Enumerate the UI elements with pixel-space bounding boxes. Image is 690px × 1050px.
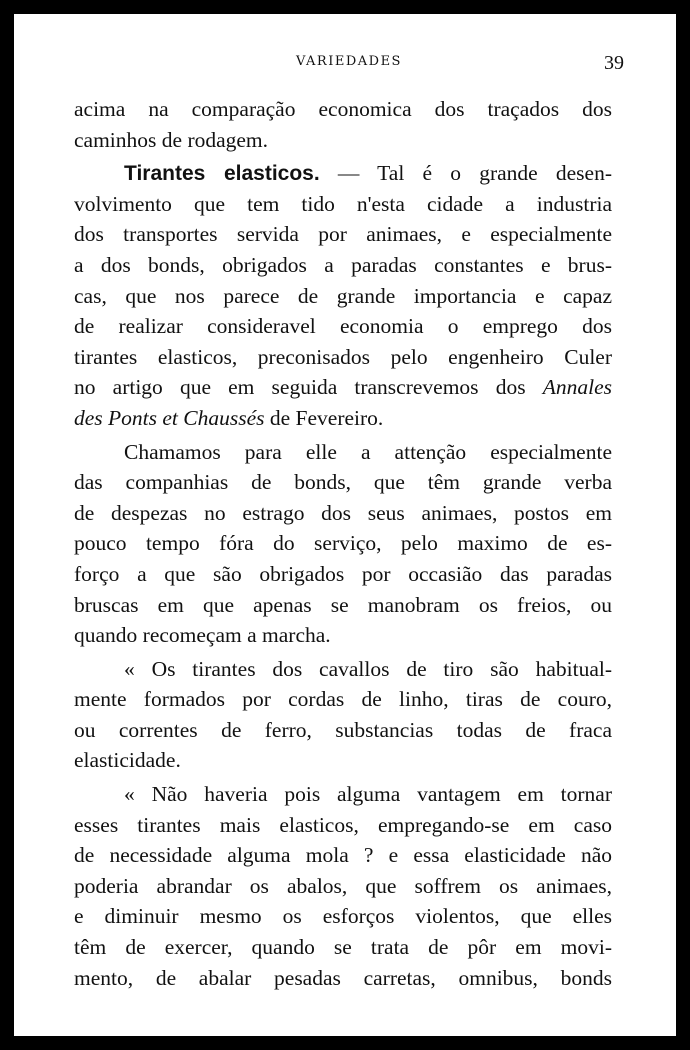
line-text: e diminuir mesmo os esforços violentos, que elles xyxy=(74,904,612,929)
text-line xyxy=(74,528,612,559)
line-text: forço a que são obrigados por occasião das paradas xyxy=(74,561,612,586)
running-title: VARIEDADES xyxy=(296,54,402,69)
line-text: das companhias de bonds, que têm grande verba xyxy=(74,470,612,495)
line-text: elasticidade. xyxy=(74,748,181,773)
text-line xyxy=(74,372,612,403)
line-text: esses tirantes mais elasticos, empregando-se em caso xyxy=(74,812,612,837)
text-line xyxy=(74,467,612,498)
text-line xyxy=(74,437,612,468)
italic-title: Annales xyxy=(542,375,612,400)
line-text: cas, que nos parece de grande importancia e capaz xyxy=(74,283,612,308)
text-line xyxy=(74,745,612,776)
text-line xyxy=(74,684,612,715)
line-text: caminhos de rodagem. xyxy=(74,127,269,152)
line-text: — Tal é o grande desen- xyxy=(319,161,612,186)
italic-title: des Ponts et Chaussés xyxy=(74,405,265,430)
text-line xyxy=(74,779,612,810)
line-text: Chamamos para elle a attenção especialmente xyxy=(124,439,612,464)
text-line xyxy=(74,559,612,590)
body-text xyxy=(74,94,612,993)
text-line xyxy=(74,342,612,373)
line-text: de despezas no estrago dos seus animaes, postos em xyxy=(74,500,612,525)
text-line xyxy=(74,311,612,342)
text-line xyxy=(74,590,612,621)
line-text: mente formados por cordas de linho, tiras de couro, xyxy=(74,687,612,712)
page-number: 39 xyxy=(604,52,624,74)
text-line xyxy=(74,654,612,685)
line-text: « Os tirantes dos cavallos de tiro são habitual- xyxy=(124,656,612,681)
line-text: acima na comparação economica dos traçados dos xyxy=(74,97,612,121)
line-text: tirantes elasticos, preconisados pelo engenheiro Culer xyxy=(74,344,612,369)
text-line xyxy=(74,281,612,312)
text-line xyxy=(74,158,612,189)
text-line xyxy=(74,963,612,994)
text-line xyxy=(74,498,612,529)
line-text: têm de exercer, quando se trata de pôr em movi- xyxy=(74,935,612,960)
section-heading: Tirantes elasticos. xyxy=(124,162,320,186)
line-text: mento, de abalar pesadas carretas, omnibus, bonds xyxy=(74,965,612,990)
text-line xyxy=(74,932,612,963)
text-line xyxy=(74,840,612,871)
text-line xyxy=(74,901,612,932)
line-text: de necessidade alguma mola ? e essa elasticidade não xyxy=(74,843,612,868)
line-text: quando recomeçam a marcha. xyxy=(74,623,331,648)
line-text: volvimento que tem tido n'esta cidade a industria xyxy=(74,191,612,216)
line-text: ou correntes de ferro, substancias todas de fraca xyxy=(74,717,612,742)
text-line xyxy=(74,189,612,220)
line-text: a dos bonds, obrigados a paradas constantes e brus- xyxy=(74,252,612,277)
line-text: no artigo que em seguida transcrevemos dos xyxy=(74,375,543,400)
text-line xyxy=(74,620,612,651)
line-text: « Não haveria pois alguma vantagem em tornar xyxy=(124,782,612,807)
text-line xyxy=(74,219,612,250)
text-line xyxy=(74,94,612,125)
line-text: pouco tempo fóra do serviço, pelo maximo de es- xyxy=(74,531,612,556)
line-text: bruscas em que apenas se manobram os freios, ou xyxy=(74,592,612,617)
text-line xyxy=(74,403,612,434)
text-line xyxy=(74,810,612,841)
text-line xyxy=(74,125,612,156)
text-line xyxy=(74,715,612,746)
line-text: poderia abrandar os abalos, que soffrem os animaes, xyxy=(74,873,612,898)
line-text: dos transportes servida por animaes, e especialmente xyxy=(74,222,612,247)
text-line xyxy=(74,250,612,281)
book-page xyxy=(14,14,676,1036)
running-head xyxy=(74,52,624,82)
line-text: de realizar consideravel economia o emprego dos xyxy=(74,314,612,339)
text-line xyxy=(74,871,612,902)
line-text: de Fevereiro. xyxy=(264,405,384,430)
